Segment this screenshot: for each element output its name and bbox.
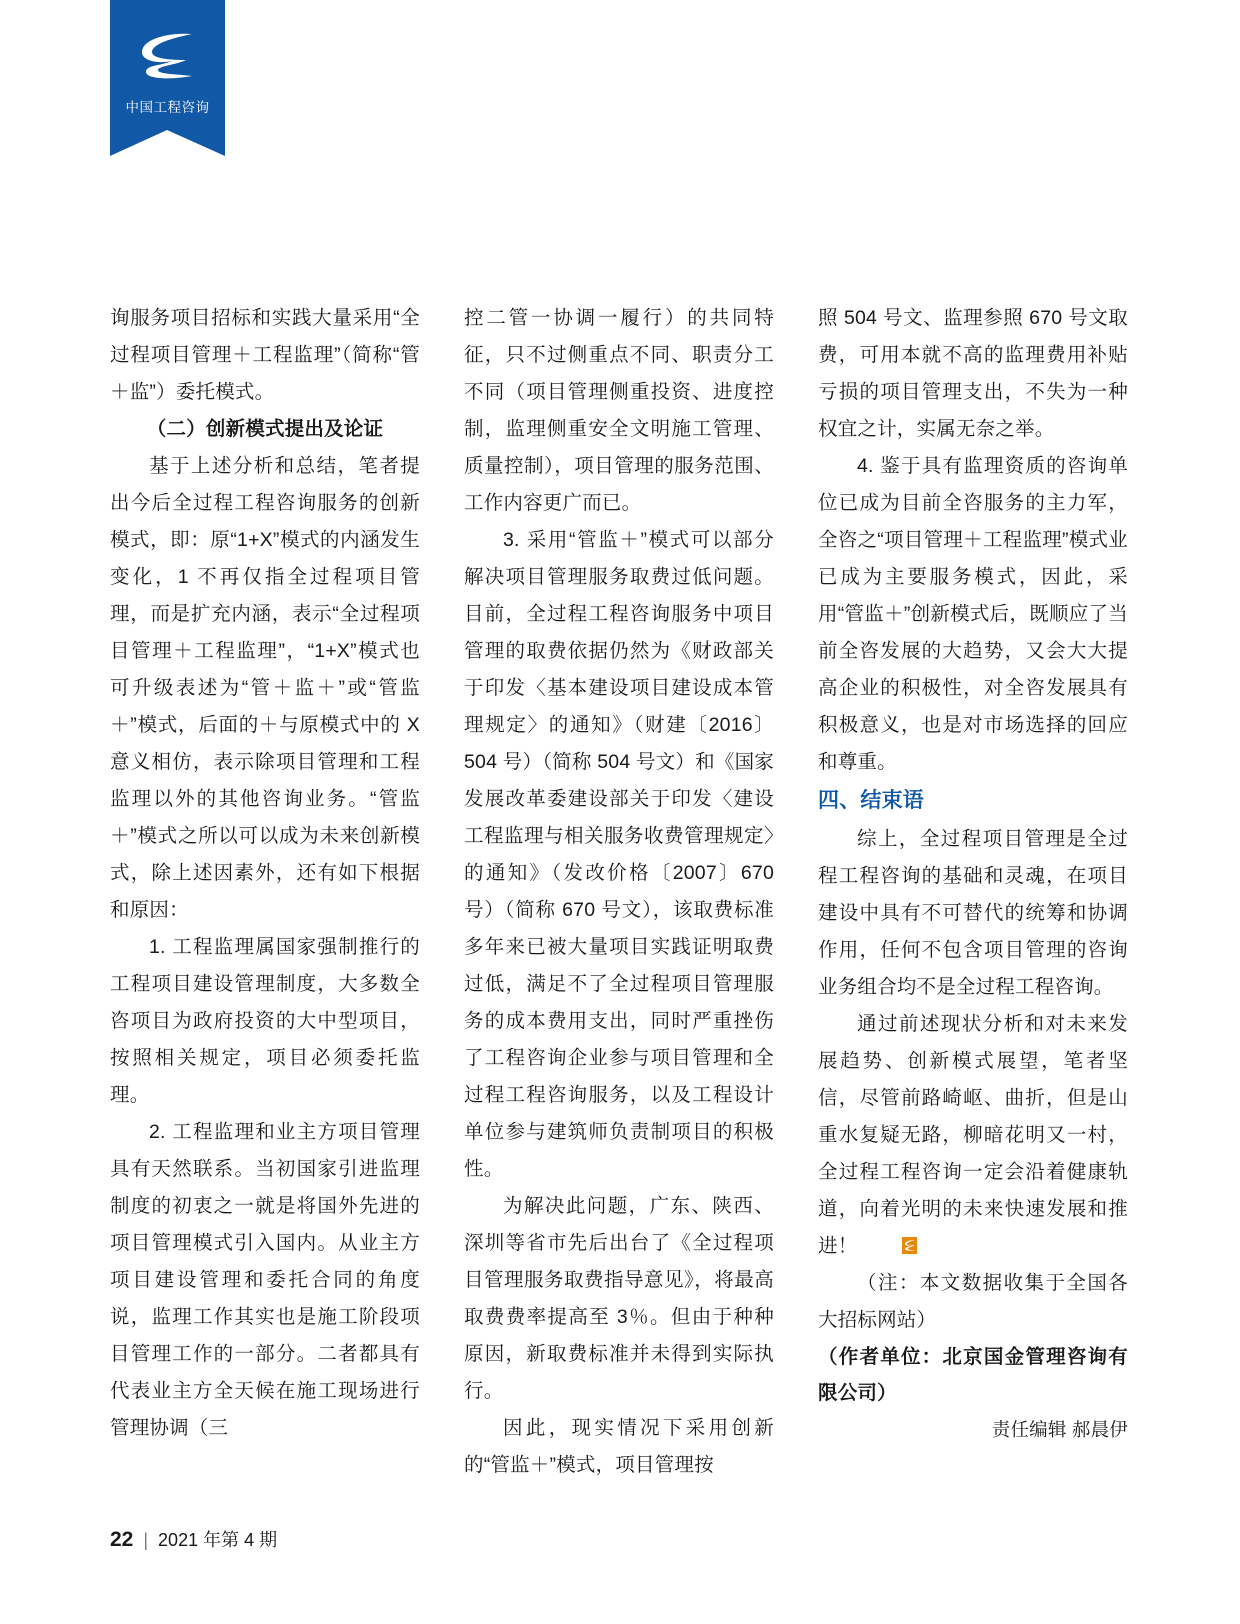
end-of-article-icon xyxy=(863,1230,878,1247)
responsible-editor: 责任编辑 郝晨伊 xyxy=(991,1419,1128,1440)
subsection-heading: （二）创新模式提出及论证 xyxy=(146,418,384,440)
author-affiliation: （作者单位：北京国金管理咨询有限公司） xyxy=(818,1346,1128,1404)
issue-label: 2021 年第 4 期 xyxy=(158,1530,278,1550)
column-3 xyxy=(818,300,1128,1460)
logo-notch xyxy=(110,130,225,156)
paragraph: 照 504 号文、监理参照 670 号文取费，可用本就不高的监理费用补贴亏损的项目管理支出，不失为一种权宜之计，实属无奈之举。 xyxy=(818,307,1128,440)
paragraph: 3. 采用“管监＋”模式可以部分解决项目管理服务取费过低问题。目前，全过程工程咨询服务中项目管理的取费依据仍然为《财政部关于印发〈基本建设项目建设成本管理规定〉的通知》（财建〔2016〕504 号）（简称 504 号文）和《国家发展改革委建设部关于印发〈建设工程监理与相关服务收费管理规定〉的通知》（发改价格〔2007〕670 号）（简称 670 号文），该取费标准多年来已被大量项目实践证明取费过低，满足不了全过程项目管理服务的成本费用支出，同时严重挫伤了工程咨询企业参与项目管理和全过程工程咨询服务，以及工程设计单位参与建筑师负责制项目的积极性。 xyxy=(464,529,774,1180)
paragraph: 为解决此问题，广东、陕西、深圳等省市先后出台了《全过程项目管理服务取费指导意见》，将最高取费费率提高至 3％。但由于种种原因，新取费标准并未得到实际执行。 xyxy=(464,1195,774,1402)
page-footer xyxy=(110,1526,1130,1552)
paragraph-with-endmark xyxy=(818,1006,1128,1265)
paragraph: 因此，现实情况下采用创新的“管监＋”模式，项目管理按 xyxy=(464,1417,774,1476)
paragraph: 询服务项目招标和实践大量采用“全过程项目管理＋工程监理”（简称“管＋监”）委托模式。 xyxy=(110,307,420,403)
masthead-logo xyxy=(110,0,225,155)
column-1 xyxy=(110,300,420,1460)
paragraph: 综上，全过程项目管理是全过程工程咨询的基础和灵魂，在项目建设中具有不可替代的统筹和协调作用，任何不包含项目管理的咨询业务组合均不是全过程工程咨询。 xyxy=(818,828,1128,998)
article-body xyxy=(110,300,1130,1476)
section-heading: 四、结束语 xyxy=(818,789,924,812)
page-number: 22 xyxy=(110,1528,134,1551)
footer-separator: | xyxy=(143,1530,149,1550)
column-2 xyxy=(464,300,774,1476)
swoosh-logo-icon xyxy=(136,30,198,80)
brand-name: 中国工程咨询 xyxy=(125,100,210,115)
paragraph: 2. 工程监理和业主方项目管理具有天然联系。当初国家引进监理制度的初衷之一就是将国外先进的项目管理模式引入国内。从业主方项目建设管理和委托合同的角度说，监理工作其实也是施工阶段项目管理工作的一部分。二者都具有代表业主方全天候在施工现场进行管理协调（三 xyxy=(110,1121,420,1439)
paragraph: 1. 工程监理属国家强制推行的工程项目建设管理制度，大多数全咨项目为政府投资的大中型项目，按照相关规定，项目必须委托监理。 xyxy=(110,936,420,1106)
paragraph-text: 通过前述现状分析和对未来发展趋势、创新模式展望，笔者坚信，尽管前路崎岖、曲折，但是山重水复疑无路，柳暗花明又一村，全过程工程咨询一定会沿着健康轨道，向着光明的未来快速发展和推进！ xyxy=(818,1013,1128,1257)
paragraph: 4. 鉴于具有监理资质的咨询单位已成为目前全咨服务的主力军，全咨之“项目管理＋工程监理”模式业已成为主要服务模式，因此，采用“管监＋”创新模式后，既顺应了当前全咨发展的大趋势，又会大大提高企业的积极性，对全咨发展具有积极意义，也是对市场选择的回应和尊重。 xyxy=(818,455,1128,773)
paragraph: 基于上述分析和总结，笔者提出今后全过程工程咨询服务的创新模式，即：原“1+X”模式的内涵发生变化，1 不再仅指全过程项目管理，而是扩充内涵，表示“全过程项目管理＋工程监理”，“1+X”模式也可升级表述为“管＋监＋”或“管监＋”模式，后面的＋与原模式中的 X 意义相仿，表示除项目管理和工程监理以外的其他咨询业务。“管监＋”模式之所以可以成为未来创新模式，除上述因素外，还有如下根据和原因： xyxy=(110,455,420,921)
paragraph: 控二管一协调一履行）的共同特征，只不过侧重点不同、职责分工不同（项目管理侧重投资、进度控制，监理侧重安全文明施工管理、质量控制），项目管理的服务范围、工作内容更广而已。 xyxy=(464,307,774,514)
editor-note: （注：本文数据收集于全国各大招标网站） xyxy=(818,1272,1128,1331)
